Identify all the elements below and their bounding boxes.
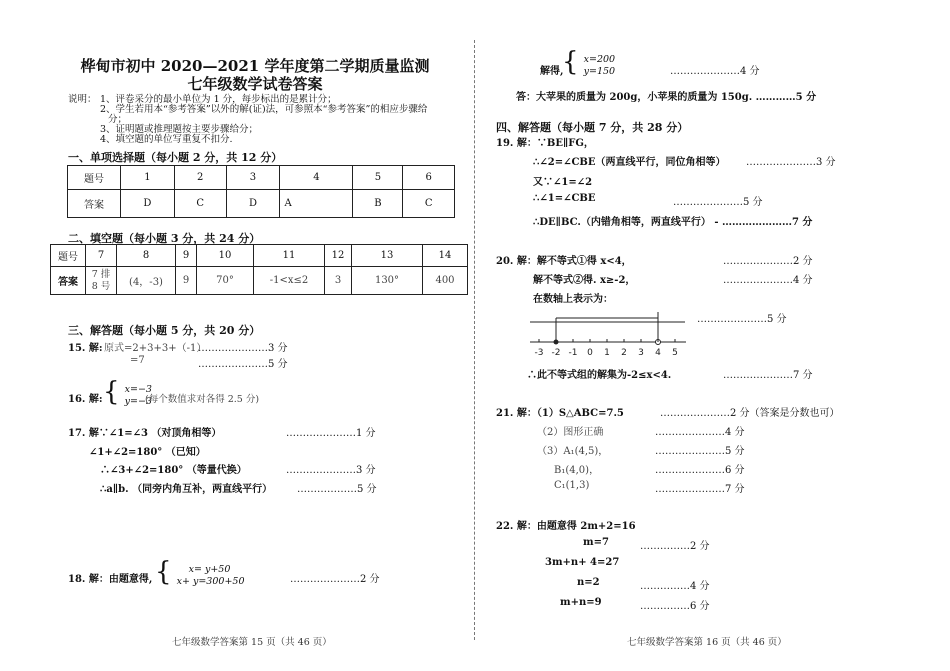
- table-cell: C: [403, 190, 455, 218]
- table-cell: 130°: [352, 267, 423, 295]
- q19-label: 19. 解：∵BE∥FG，: [496, 138, 594, 149]
- page-title: 桦甸市初中 2020—2021 学年度第二学期质量监测: [80, 57, 430, 75]
- table-cell: 3: [325, 267, 352, 295]
- table-header-cell: 题号: [68, 166, 121, 190]
- q17-line4: ∴a∥b. （同旁内角互补，两直线平行）: [100, 484, 273, 495]
- q19-line3-score: …………………5 分: [673, 197, 763, 208]
- fill-answer-table: [50, 244, 468, 295]
- table-cell: 13: [352, 245, 423, 267]
- q15-line2: =7: [130, 355, 145, 366]
- number-line-tick-label: 4: [655, 348, 661, 358]
- table-cell: 10: [197, 245, 254, 267]
- q15-line1: 原式=2+3+3+（-1）: [104, 343, 207, 354]
- number-line-tick-label: 1: [604, 348, 610, 358]
- q22-line5-score: ……………6 分: [640, 601, 710, 612]
- q22-line3: 3m+n+ 4=27: [545, 557, 620, 568]
- q21-line3: （3）A₁(4,5)，: [537, 446, 609, 457]
- table-cell: 3: [226, 166, 280, 190]
- q20-line1-score: …………………2 分: [723, 256, 813, 267]
- q19-line3: ∴∠1=∠CBE: [533, 193, 596, 204]
- section3-heading: 三、解答题（每小题 5 分，共 20 分）: [68, 324, 261, 337]
- table-cell: 2: [174, 166, 226, 190]
- q17-line1: 17. 解∵∠1=∠3 （对顶角相等）: [68, 428, 222, 439]
- q16-eq-top: x=−3: [124, 383, 152, 395]
- brace-icon: {: [562, 47, 579, 77]
- q19-line1: ∴∠2=∠CBE（两直线平行，同位角相等）: [533, 157, 726, 168]
- q22-line4-score: ……………4 分: [640, 581, 710, 592]
- number-line: [530, 310, 690, 362]
- brace-icon: {: [155, 557, 172, 587]
- table-cell: 9: [176, 245, 197, 267]
- q20-line2-score: …………………4 分: [723, 275, 813, 286]
- footer-left-page: 七年级数学答案第 15 页（共 46 页）: [172, 637, 332, 648]
- table-cell: 70°: [197, 267, 254, 295]
- q16-eq-bottom: y=−3: [124, 395, 152, 407]
- q19-line2: 又∵∠1=∠2: [533, 177, 593, 188]
- q15-line2-score: …………………5 分: [198, 359, 288, 370]
- table-cell: 11: [254, 245, 325, 267]
- table-cell: 5: [353, 166, 403, 190]
- footer-right-page: 七年级数学答案第 16 页（共 46 页）: [627, 637, 787, 648]
- q19-line4: ∴DE∥BC.（内错角相等，两直线平行） - …………………7 分: [533, 217, 813, 228]
- solved-score: …………………4 分: [670, 66, 760, 77]
- table-cell: [86, 267, 117, 295]
- table-cell: -1<x≤2: [254, 267, 325, 295]
- table-cell: A: [280, 190, 353, 218]
- table-cell: D: [121, 190, 175, 218]
- table-cell: D: [226, 190, 280, 218]
- q22-line5: m+n=9: [560, 597, 602, 608]
- q22-label: 22. 解：由题意得 2m+2=16: [496, 521, 636, 532]
- q20-label: 20. 解：解不等式①得 x<4，: [496, 256, 632, 267]
- solved-label: 解得,: [540, 66, 564, 77]
- q21-line4-score: …………………6 分: [655, 465, 745, 476]
- number-line-tick-label: -3: [534, 348, 544, 358]
- number-line-tick-label: 3: [638, 348, 644, 358]
- q21-line5-score: …………………7 分: [655, 484, 745, 495]
- note-1: 1、评卷采分的最小单位为 1 分，每步标出的是累计分；: [100, 94, 337, 105]
- table-header-cell: 答案: [51, 267, 86, 295]
- q18-label: 18. 解：由题意得,: [68, 574, 153, 585]
- q21-line4: B₁(4,0)，: [554, 465, 600, 476]
- choice-answer-table: [67, 165, 455, 218]
- q18-score: …………………2 分: [290, 574, 380, 585]
- number-line-tick-label: 5: [672, 348, 678, 358]
- table-cell: 4: [280, 166, 353, 190]
- table-cell: (4，-3): [117, 267, 176, 295]
- solved-eq-bottom: y=150: [583, 65, 616, 77]
- q22-line2-score: ……………2 分: [640, 541, 710, 552]
- q22-line2: m=7: [583, 537, 609, 548]
- table-cell: 400: [423, 267, 468, 295]
- q21-label: 21. 解：（1）S△ABC=7.5: [496, 408, 624, 419]
- q20-line3: 在数轴上表示为：: [533, 294, 613, 305]
- table-cell: 7: [86, 245, 117, 267]
- q19-line1-score: …………………3 分: [746, 157, 836, 168]
- table-cell: 9: [176, 267, 197, 295]
- answer7-line2: 8 号: [91, 280, 111, 292]
- table-cell: 14: [423, 245, 468, 267]
- brace-icon: {: [103, 377, 120, 407]
- number-line-tick-label: -1: [568, 348, 578, 358]
- page-divider: [474, 40, 475, 640]
- table-cell: 8: [117, 245, 176, 267]
- note-4: 4、填空题的单位写重复不扣分.: [100, 134, 233, 145]
- table-header-cell: 题号: [51, 245, 86, 267]
- q15-label: 15. 解:: [68, 343, 103, 354]
- solved-eq-top: x=200: [583, 53, 616, 65]
- number-line-tick-label: 2: [621, 348, 627, 358]
- q21-line1-score: …………………2 分（答案是分数也可）: [660, 408, 840, 419]
- q18-eq-bottom: x+ y=300+50: [176, 575, 245, 587]
- number-line-tick-label: 0: [587, 348, 593, 358]
- answer-line: 答：大苹果的质量为 200g，小苹果的质量为 150g. …………5 分: [516, 92, 817, 103]
- page-subtitle: 七年级数学试卷答案: [187, 75, 323, 93]
- q20-numberline-score: …………………5 分: [697, 314, 787, 325]
- q20-line2: 解不等式②得. x≥-2，: [533, 275, 636, 286]
- q22-line4: n=2: [577, 577, 600, 588]
- q20-line4: ∴此不等式组的解集为-2≤x<4.: [527, 370, 672, 381]
- note-2b: 分；: [108, 114, 128, 125]
- table-cell: B: [353, 190, 403, 218]
- q17-line4-score: ………………5 分: [297, 484, 377, 495]
- note-3: 3、证明题或推理题按主要步骤给分；: [100, 124, 259, 135]
- section2-heading: 二、填空题（每小题 3 分，共 24 分）: [68, 232, 261, 245]
- notes-label: 说明：: [68, 94, 97, 105]
- q17-line2: ∠1+∠2=180° （已知）: [89, 447, 206, 458]
- note-2a: 2、学生若用本“参考答案”以外的解(证)法，可参照本“参考答案”的相应步骤给: [100, 104, 428, 115]
- table-cell: 6: [403, 166, 455, 190]
- q17-line1-score: …………………1 分: [286, 428, 376, 439]
- q21-line2: （2）图形正确: [537, 427, 604, 438]
- q21-line2-score: …………………4 分: [655, 427, 745, 438]
- q16-note: (每个数值求对各得 2.5 分): [145, 394, 260, 405]
- q16-label: 16. 解:: [68, 394, 103, 405]
- q21-line5: C₁(1,3): [554, 480, 590, 491]
- table-cell: 12: [325, 245, 352, 267]
- table-cell: C: [174, 190, 226, 218]
- q20-line4-score: …………………7 分: [723, 370, 813, 381]
- solved-system: [562, 47, 616, 78]
- number-line-tick-label: -2: [551, 348, 561, 358]
- q21-line3-score: …………………5 分: [655, 446, 745, 457]
- q18-system: [155, 557, 245, 588]
- q18-eq-top: x= y+50: [188, 563, 231, 575]
- table-header-cell: 答案: [68, 190, 121, 218]
- q15-line1-score: …………………3 分: [198, 343, 288, 354]
- table-cell: 1: [121, 166, 175, 190]
- q17-line3: ∴∠3+∠2=180° （等量代换）: [100, 465, 247, 476]
- section1-heading: 一、单项选择题（每小题 2 分，共 12 分）: [68, 151, 283, 164]
- section4-heading: 四、解答题（每小题 7 分，共 28 分）: [496, 121, 689, 134]
- answer7-line1: 7 排: [91, 268, 111, 280]
- q17-line3-score: …………………3 分: [286, 465, 376, 476]
